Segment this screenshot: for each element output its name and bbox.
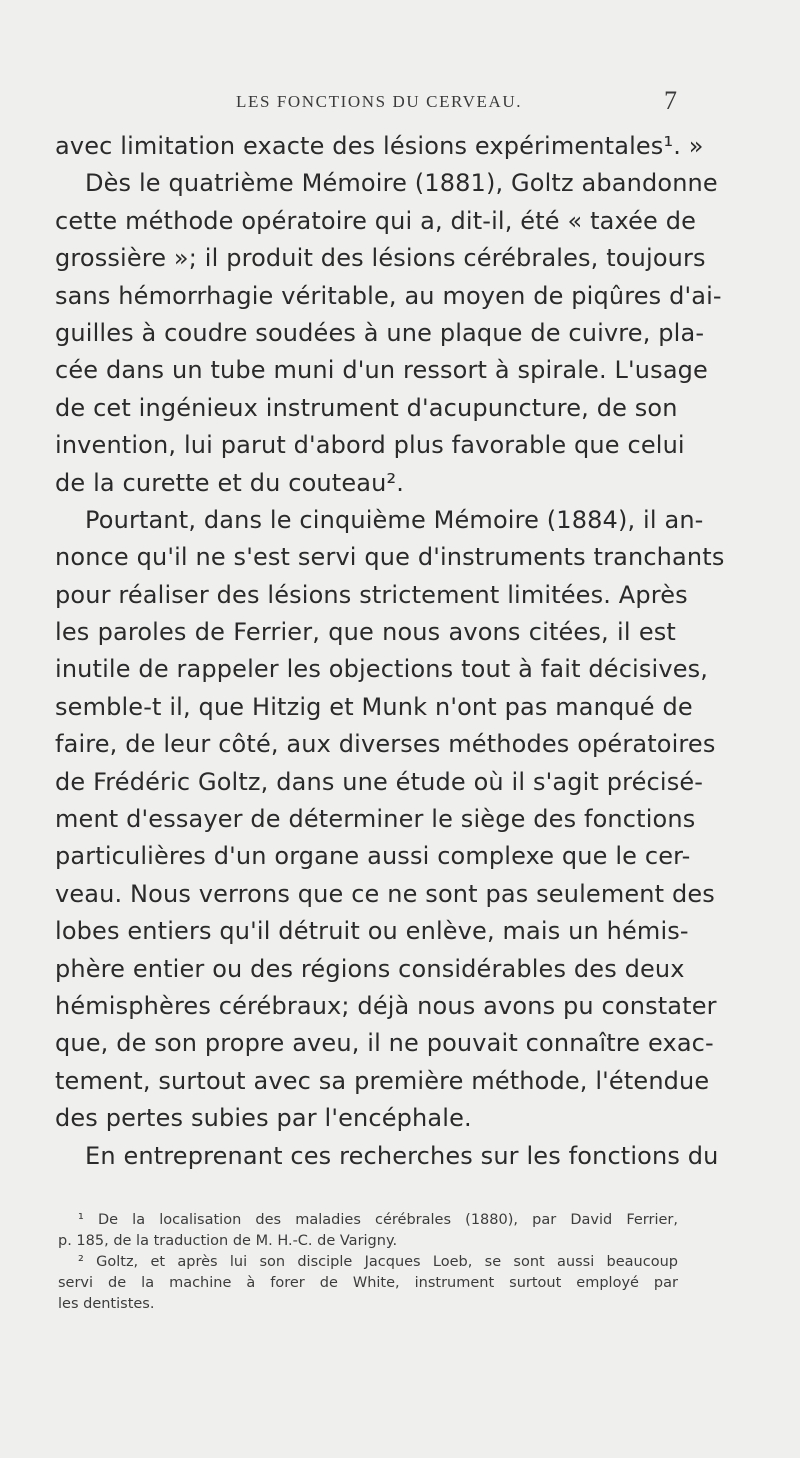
footnotes	[58, 1210, 678, 1315]
text-line: ment d'essayer de déterminer le siège des fonctions	[55, 805, 696, 834]
main-text	[55, 128, 725, 1175]
text-line: sans hémorrhagie véritable, au moyen de piqûres d'ai-	[55, 281, 722, 310]
footnote-line: servi de la machine à forer de White, instrument surtout employé par	[58, 1275, 678, 1291]
text-line: inutile de rappeler les objections tout à fait décisives,	[55, 655, 709, 684]
text-line: cée dans un tube muni d'un ressort à spirale. L'usage	[55, 356, 708, 385]
text-line: En entreprenant ces recherches sur les fonctions du	[85, 1141, 719, 1170]
text-line: Pourtant, dans le cinquième Mémoire (1884), il an-	[85, 505, 704, 534]
text-line: grossière »; il produit des lésions cérébrales, toujours	[55, 244, 706, 273]
text-line: les paroles de Ferrier, que nous avons citées, il est	[55, 618, 676, 647]
page-header	[0, 86, 800, 120]
text-line: des pertes subies par l'encéphale.	[55, 1104, 472, 1133]
text-line: pour réaliser des lésions strictement limitées. Après	[55, 580, 688, 609]
text-line: guilles à coudre soudées à une plaque de cuivre, pla-	[55, 318, 705, 347]
text-line: faire, de leur côté, aux diverses méthodes opératoires	[55, 730, 716, 759]
text-line: nonce qu'il ne s'est servi que d'instruments tranchants	[55, 543, 725, 572]
text-line: semble-t il, que Hitzig et Munk n'ont pas manqué de	[55, 692, 693, 721]
page-number: 7	[664, 86, 677, 115]
text-line: phère entier ou des régions considérables des deux	[55, 954, 685, 983]
text-line: invention, lui parut d'abord plus favorable que celui	[55, 431, 685, 460]
footnote-line: ¹ De la localisation des maladies cérébrales (1880), par David Ferrier,	[78, 1212, 678, 1228]
text-line: lobes entiers qu'il détruit ou enlève, mais un hémis-	[55, 917, 689, 946]
running-title: LES FONCTIONS DU CERVEAU.	[236, 92, 523, 111]
text-line: tement, surtout avec sa première méthode, l'étendue	[55, 1066, 710, 1095]
text-line: particulières d'un organe aussi complexe que le cer-	[55, 842, 691, 871]
text-line: de la curette et du couteau².	[55, 468, 405, 497]
footnote-line: les dentistes.	[58, 1296, 155, 1312]
text-line: Dès le quatrième Mémoire (1881), Goltz abandonne	[85, 169, 718, 198]
text-line: veau. Nous verrons que ce ne sont pas seulement des	[55, 879, 715, 908]
footnote-line: p. 185, de la traduction de M. H.-C. de Varigny.	[58, 1233, 398, 1249]
text-line: de cet ingénieux instrument d'acupuncture, de son	[55, 393, 678, 422]
text-line: de Frédéric Goltz, dans une étude où il s'agit précisé-	[55, 767, 704, 796]
text-line: cette méthode opératoire qui a, dit-il, été « taxée de	[55, 206, 697, 235]
footnote-line: ² Goltz, et après lui son disciple Jacques Loeb, se sont aussi beaucoup	[78, 1254, 678, 1270]
text-line: que, de son propre aveu, il ne pouvait connaître exac-	[55, 1029, 714, 1058]
text-line: hémisphères cérébraux; déjà nous avons pu constater	[55, 991, 717, 1020]
text-line: avec limitation exacte des lésions expérimentales¹. »	[55, 132, 704, 160]
